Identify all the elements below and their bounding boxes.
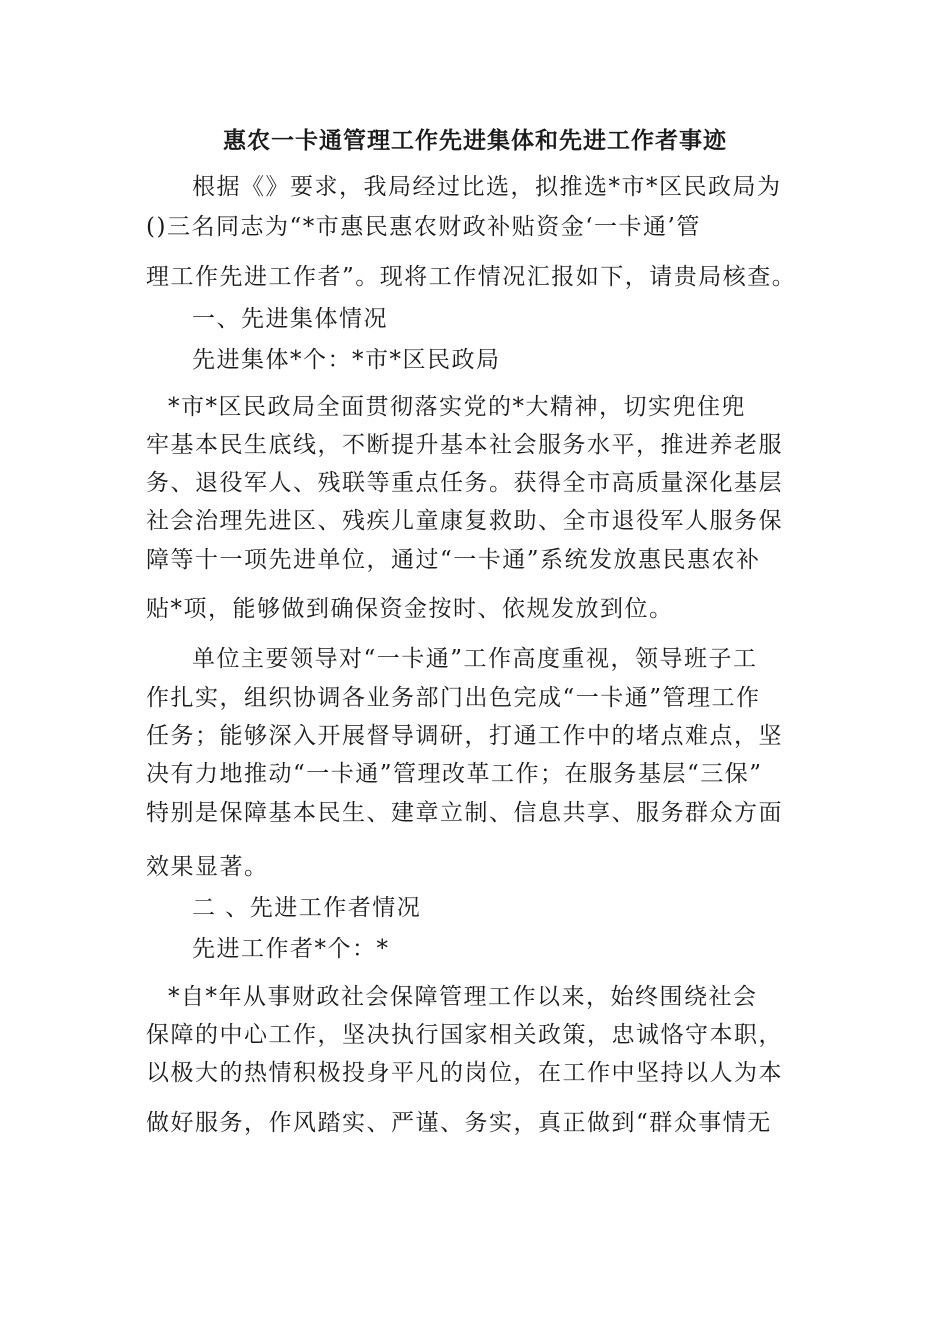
paragraph-line: 社会治理先进区、残疾儿童康复救助、全市退役军人服务保 bbox=[146, 508, 783, 534]
paragraph-line: 根据《》要求，我局经过比选，拟推选*市*区民政局为 bbox=[192, 174, 782, 200]
document-title: 惠农一卡通管理工作先进集体和先进工作者事迹 bbox=[223, 128, 727, 154]
paragraph-line: 效果显著。 bbox=[146, 854, 269, 880]
paragraph-line: 作扎实，组织协调各业务部门出色完成“一卡通”管理工作 bbox=[146, 685, 761, 711]
paragraph-line: 贴*项，能够做到确保资金按时、依规发放到位。 bbox=[146, 596, 674, 622]
paragraph-line: 先进工作者*个：* bbox=[192, 936, 390, 962]
paragraph-line: 单位主要领导对“一卡通”工作高度重视，领导班子工 bbox=[192, 646, 758, 672]
paragraph-line: 任务；能够深入开展督导调研，打通工作中的堵点难点，坚 bbox=[146, 723, 783, 749]
paragraph-line: 以极大的热情积极投身平凡的岗位，在工作中坚持以人为本 bbox=[146, 1060, 783, 1086]
paragraph-line: ()三名同志为“*市惠民惠农财政补贴资金‘一卡通’管 bbox=[146, 214, 701, 240]
paragraph-line: *市*区民政局全面贯彻落实党的*大精神，切实兜住兜 bbox=[168, 394, 746, 420]
paragraph-line: 务、退役军人、残联等重点任务。获得全市高质量深化基层 bbox=[146, 470, 783, 496]
section-heading: 二 、先进工作者情况 bbox=[192, 895, 422, 921]
paragraph-line: 先进集体*个：*市*区民政局 bbox=[192, 347, 501, 373]
paragraph-line: 特别是保障基本民生、建章立制、信息共享、服务群众方面 bbox=[146, 800, 783, 826]
paragraph-line: 牢基本民生底线，不断提升基本社会服务水平，推进养老服 bbox=[146, 432, 783, 458]
paragraph-line: 障等十一项先进单位，通过“一卡通”系统发放惠民惠农补 bbox=[146, 547, 761, 573]
paragraph-line: 决有力地推动“一卡通”管理改革工作；在服务基层“三保” bbox=[146, 761, 763, 787]
paragraph-line: 保障的中心工作，坚决执行国家相关政策，忠诚恪守本职， bbox=[146, 1022, 783, 1048]
paragraph-line: 理工作先进工作者”。现将工作情况汇报如下，请贵局核查。 bbox=[146, 264, 797, 290]
paragraph-line: 做好服务，作风踏实、严谨、务实，真正做到“群众事情无 bbox=[146, 1110, 772, 1136]
section-heading: 一、先进集体情况 bbox=[192, 306, 388, 332]
paragraph-line: *自*年从事财政社会保障管理工作以来，始终围绕社会 bbox=[168, 984, 758, 1010]
